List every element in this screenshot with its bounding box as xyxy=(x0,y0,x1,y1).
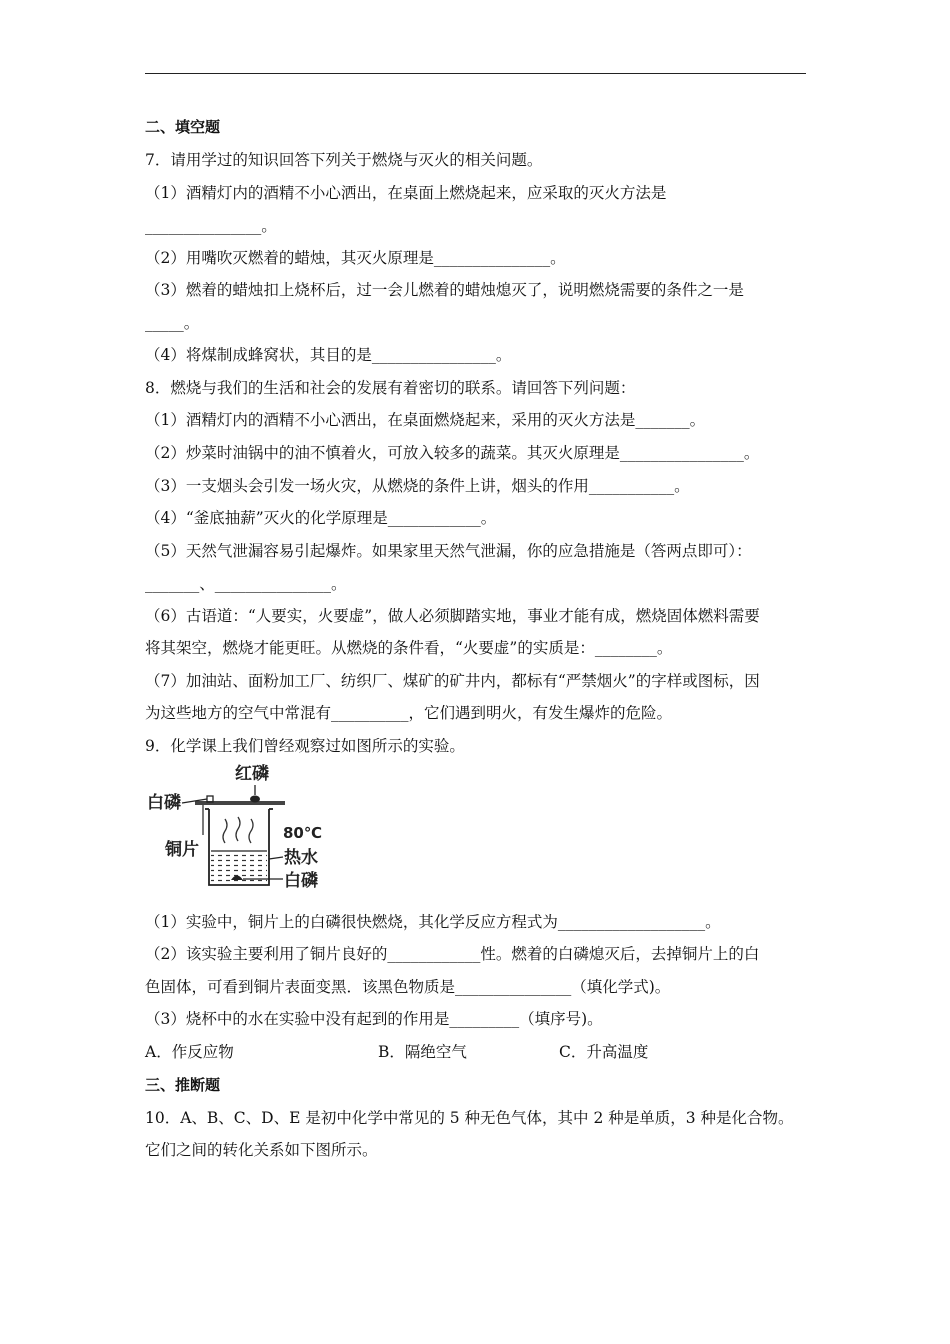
q8-part6-line1: （6）古语道：“人要实，火要虚”，做人必须脚踏实地，事业才能有成，燃烧固体燃料需要 xyxy=(145,607,760,625)
label-copper-sheet: 铜片 xyxy=(165,840,199,860)
q9-option-a: A．作反应物 xyxy=(145,1043,234,1061)
q9-part3: （3）烧杯中的水在实验中没有起到的作用是_________（填序号)。 xyxy=(145,1010,603,1028)
section-title-fill-in: 二、填空题 xyxy=(145,118,221,136)
q7-part1-line1: （1）酒精灯内的酒精不小心洒出，在桌面上燃烧起来，应采取的灭火方法是 xyxy=(145,184,667,202)
q9-part2-line2: 色固体，可看到铜片表面变黑．该黑色物质是_______________（填化学式)。 xyxy=(145,978,671,996)
beaker-diagram xyxy=(145,763,330,891)
q8-part5-line1: （5）天然气泄漏容易引起爆炸。如果家里天然气泄漏，你的应急措施是（答两点即可）： xyxy=(145,542,752,560)
q7-part3-line1: （3）燃着的蜡烛扣上烧杯后，过一会儿燃着的蜡烛熄灭了，说明燃烧需要的条件之一是 xyxy=(145,281,744,299)
header-rule xyxy=(145,73,806,74)
section-title-inference: 三、推断题 xyxy=(145,1076,221,1094)
vapor-wisp xyxy=(223,819,227,843)
q7-part1-line2: _______________。 xyxy=(145,217,277,235)
label-hot-water: 热水 xyxy=(284,848,318,868)
q8-part1: （1）酒精灯内的酒精不小心洒出，在桌面燃烧起来，采用的灭火方法是_______。 xyxy=(145,411,706,429)
q9-option-b: B．隔绝空气 xyxy=(378,1043,467,1061)
q9-part1: （1）实验中，铜片上的白磷很快燃烧，其化学反应方程式为___________________。 xyxy=(145,913,721,931)
q7-part4: （4）将煤制成蜂窝状，其目的是________________。 xyxy=(145,346,512,364)
q8-part7-line1: （7）加油站、面粉加工厂、纺织厂、煤矿的矿井内，都标有“严禁烟火”的字样或图标，因 xyxy=(145,672,760,690)
q8-part3: （3）一支烟头会引发一场火灾，从燃烧的条件上讲，烟头的作用___________。 xyxy=(145,477,690,495)
label-white-phosphorus-bottom: 白磷 xyxy=(284,871,318,891)
label-red-phosphorus: 红磷 xyxy=(235,764,269,784)
q9-part2-line1: （2）该实验主要利用了铜片良好的____________性。燃着的白磷熄灭后，去掉铜片上的白 xyxy=(145,945,760,963)
q8-part6-line2: 将其架空，燃烧才能更旺。从燃烧的条件看，“火要虚”的实质是：________。 xyxy=(145,639,673,657)
q7-part2: （2）用嘴吹灭燃着的蜡烛，其灭火原理是_______________。 xyxy=(145,249,566,267)
q8-part7-line2: 为这些地方的空气中常混有__________，它们遇到明火，有发生爆炸的危险。 xyxy=(145,704,673,722)
vapor-wisp xyxy=(249,819,253,843)
q10-line2: 它们之间的转化关系如下图所示。 xyxy=(145,1141,378,1159)
label-white-phosphorus-top: 白磷 xyxy=(147,793,181,813)
leader-hot-water xyxy=(269,857,283,859)
phosphorus-experiment-figure xyxy=(145,763,330,891)
q7-part3-line2: _____。 xyxy=(145,314,200,332)
red-phosphorus-shape xyxy=(250,796,260,803)
q10-line1: 10．A、B、C、D、E 是初中化学中常见的 5 种无色气体，其中 2 种是单质，3 种是化合物。 xyxy=(145,1109,794,1127)
q8-part5-line2: _______、_______________。 xyxy=(145,575,347,593)
q9-option-c: C．升高温度 xyxy=(559,1043,649,1061)
q8-part4: （4）“釜底抽薪”灭火的化学原理是____________。 xyxy=(145,509,497,527)
q9-stem: 9．化学课上我们曾经观察过如图所示的实验。 xyxy=(145,737,465,755)
q8-part2: （2）炒菜时油锅中的油不慎着火，可放入较多的蔬菜。其灭火原理是________________。 xyxy=(145,444,760,462)
label-temperature: 80℃ xyxy=(283,824,323,842)
q7-stem: 7．请用学过的知识回答下列关于燃烧与灭火的相关问题。 xyxy=(145,151,543,169)
vapor-wisp xyxy=(236,817,240,841)
q8-stem: 8．燃烧与我们的生活和社会的发展有着密切的联系。请回答下列问题： xyxy=(145,379,636,397)
